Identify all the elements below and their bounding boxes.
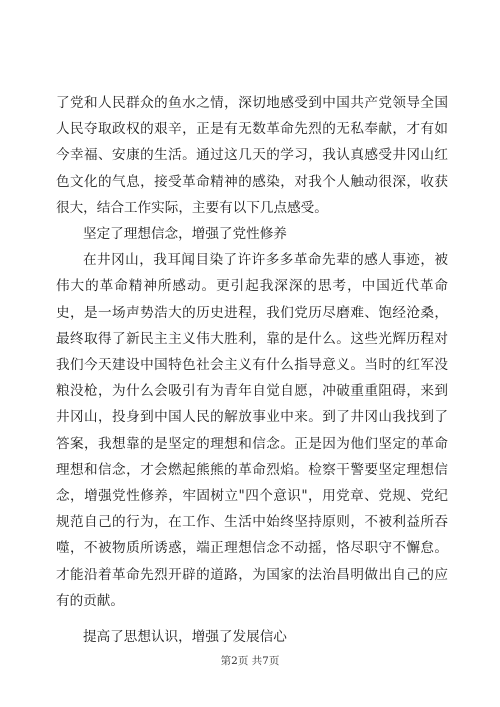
page-footer: 第2页 共7页 xyxy=(220,655,280,667)
paragraph-ideals-body: 在井冈山，我耳闻目染了许许多多革命先辈的感人事迹，被伟大的革命精神所感动。更引起我深深的思考，中国近代革命史，是一场声势浩大的历史进程，我们党历尽磨难、饱经沧桑，最终取得了新民主主义伟大胜利，靠的是什么。这些光辉历程对我们今天建设中国特色社会主义有什么指导意义。当时的红军没粮没枪，为什么会吸引有为青年自觉自愿，冲破重重阻碍，来到井冈山，投身到中国人民的解放事业中来。到了井冈山我找到了答案，我想靠的是坚定的理想和信念。正是因为他们坚定的革命理想和信念，才会燃起熊熊的革命烈焰。检察干警要坚定理想信念，增强党性修养，牢固树立"四个意识"，用党章、党规、党纪规范自己的行为，在工作、生活中始终坚持原则，不被利益所吞噬，不被物质所诱惑，端正理想信念不动摇，恪尽职守不懈怠。才能沿着革命先烈开辟的道路，为国家的法治昌明做出自己的应有的贡献。 xyxy=(56,252,448,609)
document-body xyxy=(56,90,448,650)
paragraph-continuation: 了党和人民群众的鱼水之情，深切地感受到中国共产党领导全国人民夺取政权的艰辛，正是有无数革命先烈的无私奉献，才有如今幸福、安康的生活。通过这几天的学习，我认真感受井冈山红色文化的气息，接受革命精神的感染，对我个人触动很深，收获很大，结合工作实际，主要有以下几点感受。 xyxy=(56,95,448,216)
section-heading-ideals: 坚定了理想信念，增强了党性修养 xyxy=(83,226,287,243)
section-heading-thinking: 提高了思想认识，增强了发展信心 xyxy=(83,629,287,646)
